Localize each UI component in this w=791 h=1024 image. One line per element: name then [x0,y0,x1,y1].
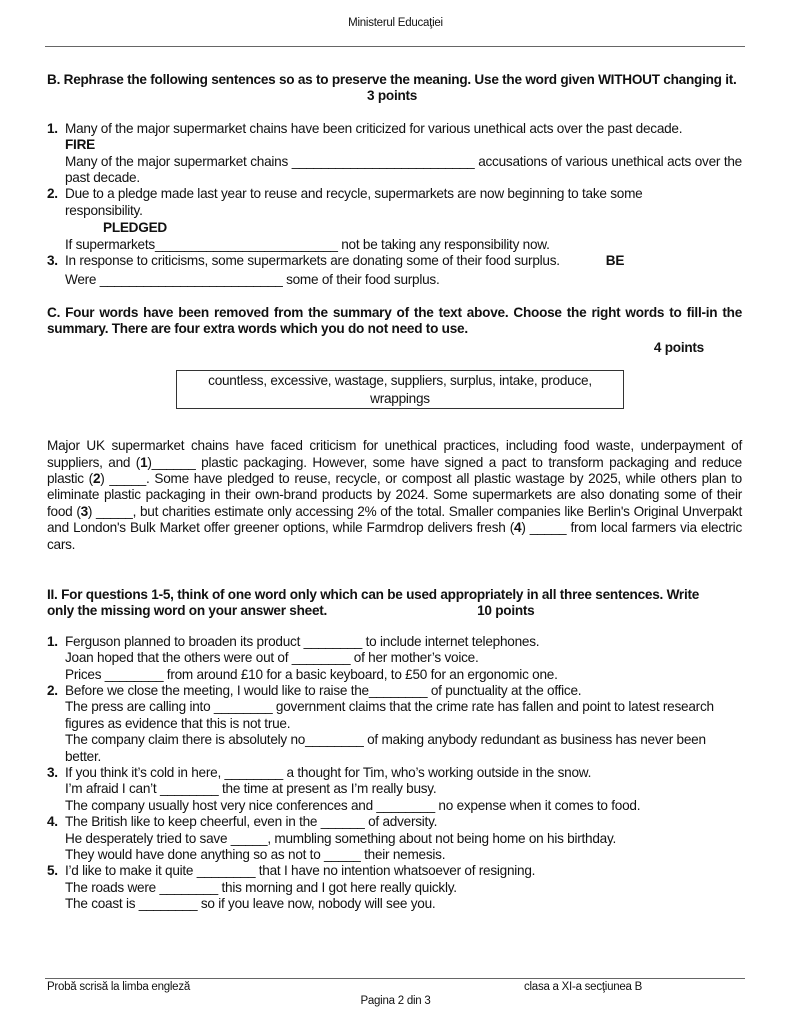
word-item [47,814,742,863]
item-keyword: FIRE [65,137,95,153]
prompt-start: If supermarkets [65,236,155,252]
prompt-end: some of their food surplus. [286,272,440,288]
section-b-instruction-text: B. Rephrase the following sentences so as to preserve the meaning. Use the word given WITHOUT changing it. [47,72,737,87]
item-sentence: The coast is ________ so if you leave now, nobody will see you. [65,896,436,912]
word-item [47,634,742,683]
summary-text: ) _____ from local farmers via electric cars. [47,520,742,552]
item-number: 3. [47,253,58,269]
word-item [47,863,742,912]
item-sentence: Ferguson planned to broaden its product ________ to include internet telephones. [65,633,540,649]
section-ii-items [47,634,742,913]
gap-number: 2 [92,470,101,486]
item-sentence: He desperately tried to save _____, mumbling something about not being home on his birthday. [65,830,617,846]
summary-text: ) _____. Some have pledged to reuse, recycle, or compost all plastic wastage by 2025, while others plan to eliminate plastic packaging in their own-brand products by 2024. Some supermarkets are also donating some of their food ( [47,470,742,519]
item-keyword: PLEDGED [103,220,167,236]
section-b-points: 3 points [367,88,418,104]
footer-class: clasa a XI-a secţiunea B [524,981,643,993]
item-number: 3. [47,765,58,780]
rephrase-item [47,121,742,187]
section-c-instruction: C. Four words have been removed from the summary of the text above. Choose the right words to fill-in the summary. There are four extra words which you do not need to use. [47,304,742,337]
item-number: 5. [47,863,58,879]
prompt-start: Many of the major supermarket chains [65,153,289,169]
item-keyword: BE [605,253,625,269]
item-sentence: In response to criticisms, some supermarkets are donating some of their food surplus. [65,253,560,269]
section-ii-instruction-text: II. For questions 1-5, think of one word only which can be used appropriately in all three sentences. Write only the missing word on your answer sheet. [47,586,700,619]
page-number: Pagina 2 din 3 [360,995,431,1007]
section-c-points: 4 points [653,339,704,355]
section-b [47,72,742,289]
prompt-end: not be taking any responsibility now. [341,236,550,252]
prompt-end: accusations of various unethical acts over the past decade. [65,153,742,186]
item-prompt [65,154,742,187]
answer-blank[interactable]: _________________________ [154,236,338,252]
footer-subject: Probă scrisă la limba engleză [47,981,190,993]
item-number: 1. [47,633,58,649]
gap-number: 3 [80,503,88,519]
item-sentence: Many of the major supermarket chains have been criticized for various unethical acts over the past decade. [65,120,683,136]
footer-rule [45,978,745,979]
item-sentence: I’d like to make it quite ________ that I have no intention whatsoever of resigning. [65,863,536,879]
section-ii-instruction [47,587,719,620]
summary-text: Major UK supermarket chains have faced criticism for unethical practices, including food waste, underpayment of suppliers, and ( [47,438,742,470]
header-title: Ministerul Educaţiei [348,17,443,29]
prompt-start: Were [65,272,97,288]
item-sentence: I’m afraid I can’t ________ the time at present as I’m really busy. [65,781,437,797]
answer-blank[interactable]: _________________________ [99,272,283,288]
item-number: 4. [47,814,58,830]
page-content [47,72,742,913]
item-number: 2. [47,186,58,202]
section-b-instruction [47,72,742,105]
item-number: 2. [47,682,58,698]
item-sentence: The company claim there is absolutely no________ of making anybody redundant as business has never been better. [65,732,706,764]
item-sentence: Prices ________ from around £10 for a basic keyboard, to £50 for an ergonomic one. [65,666,558,682]
word-item [47,765,742,814]
gap-number: 4 [514,520,522,536]
summary-paragraph [47,438,742,553]
item-sentence: Joan hoped that the others were out of ________ of her mother’s voice. [65,650,479,666]
rephrase-item [47,253,742,289]
gap-number: 1 [140,454,148,470]
item-prompt [65,272,742,288]
item-number: 1. [47,120,58,136]
header-rule [45,46,745,47]
item-sentence: Before we close the meeting, I would like to raise the________ of punctuality at the office. [65,682,582,698]
section-ii [47,587,742,913]
answer-blank[interactable]: _________________________ [291,153,475,169]
summary-text: )______ plastic packaging. However, some have signed a pact to transform packaging and reduce plastic ( [47,454,742,486]
item-prompt [65,237,742,253]
word-item [47,683,742,765]
item-sentence: The roads were ________ this morning and I got here really quickly. [65,879,457,895]
item-sentence: They would have done anything so as not to _____ their nemesis. [65,847,446,863]
item-sentence: The press are calling into ________ government claims that the crime rate has fallen and point to latest research figures as evidence that this is not true. [65,699,714,731]
rephrase-item [47,186,742,253]
summary-text: ) _____, but charities estimate only accessing 2% of the total. Smaller companies like Berlin's Original Unverpakt and London's Bulk Market offer greener options, while Farmdrop delivers fresh ( [47,503,742,536]
section-ii-points: 10 points [477,603,535,619]
item-sentence: If you think it’s cold in here, ________ a thought for Tim, who’s working outside in the snow. [65,765,592,780]
item-sentence: The company usually host very nice conferences and ________ no expense when it comes to food. [65,797,641,813]
item-sentence: Due to a pledge made last year to reuse and recycle, supermarkets are now beginning to take some responsibility. [65,186,643,218]
section-c [47,305,742,553]
item-sentence: The British like to keep cheerful, even in the ______ of adversity. [65,814,438,830]
word-box: countless, excessive, wastage, suppliers, surplus, intake, produce, wrappings [176,370,624,409]
